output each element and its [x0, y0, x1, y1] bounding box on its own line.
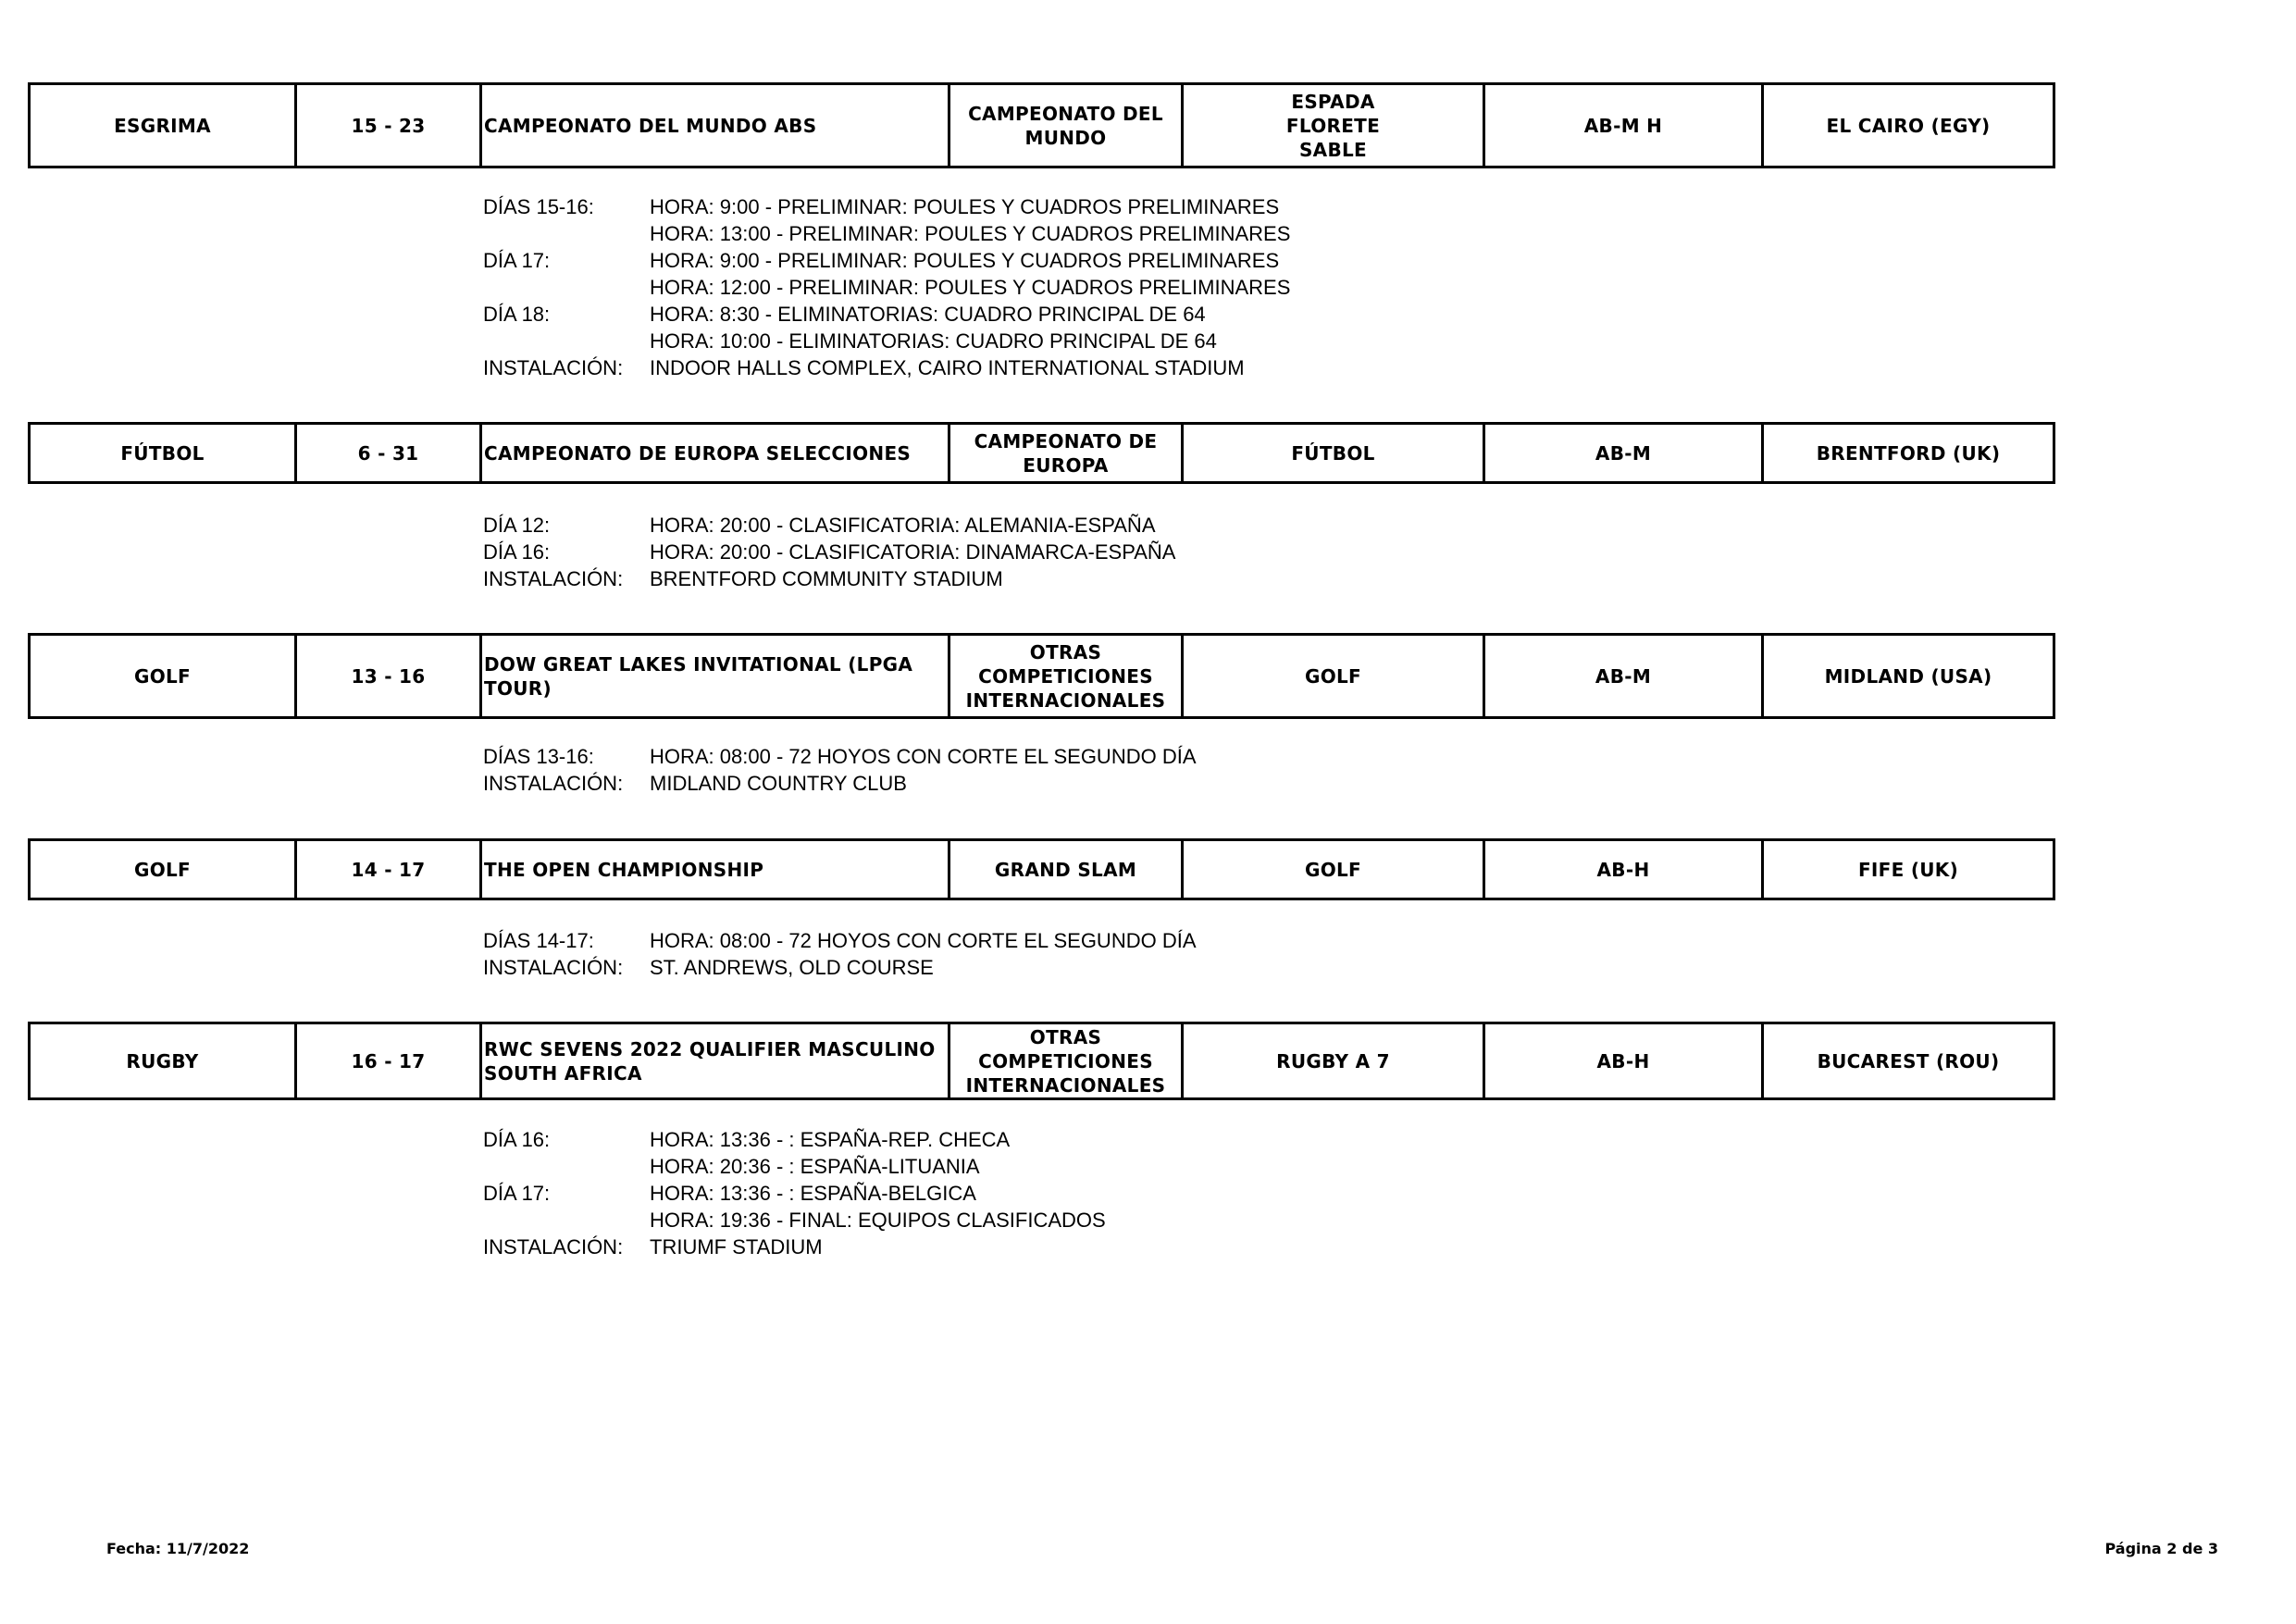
competition-type-cell: OTRAS COMPETICIONES INTERNACIONALES	[949, 635, 1183, 718]
location-cell: BUCAREST (ROU)	[1763, 1023, 2054, 1099]
detail-row	[483, 274, 1290, 301]
location-cell: MIDLAND (USA)	[1763, 635, 2054, 718]
discipline-cell: RUGBY A 7	[1183, 1023, 1484, 1099]
detail-label: INSTALACIÓN:	[483, 356, 624, 379]
competition-type-cell: CAMPEONATO DEL MUNDO	[949, 84, 1183, 167]
detail-row	[483, 1153, 1106, 1180]
event-table	[28, 1022, 2055, 1100]
competition-name-cell: CAMPEONATO DEL MUNDO ABS	[481, 84, 949, 167]
detail-label: DÍAS 13-16:	[483, 745, 594, 768]
sport-cell: RUGBY	[30, 1023, 296, 1099]
event-details	[483, 927, 1197, 981]
detail-text: HORA: 20:00 - CLASIFICATORIA: ALEMANIA-ESPAÑA	[650, 514, 1156, 537]
discipline-cell: GOLF	[1183, 840, 1484, 899]
detail-row	[483, 247, 1290, 274]
category-cell: AB-M	[1484, 424, 1763, 483]
detail-label: INSTALACIÓN:	[483, 956, 624, 979]
event-details	[483, 193, 1290, 381]
location-cell: FIFE (UK)	[1763, 840, 2054, 899]
detail-row	[483, 1207, 1106, 1233]
competition-name-cell: RWC SEVENS 2022 QUALIFIER MASCULINO SOUTH AFRICA	[481, 1023, 949, 1099]
event-details	[483, 743, 1197, 797]
detail-row	[483, 565, 1175, 592]
detail-label: DÍAS 15-16:	[483, 195, 594, 218]
competition-name-cell: DOW GREAT LAKES INVITATIONAL (LPGA TOUR)	[481, 635, 949, 718]
detail-row	[483, 954, 1197, 981]
detail-label: INSTALACIÓN:	[483, 1235, 624, 1258]
category-cell: AB-M	[1484, 635, 1763, 718]
location-cell: BRENTFORD (UK)	[1763, 424, 2054, 483]
detail-text: TRIUMF STADIUM	[650, 1235, 823, 1258]
category-cell: AB-M H	[1484, 84, 1763, 167]
discipline-cell: FÚTBOL	[1183, 424, 1484, 483]
detail-text: HORA: 8:30 - ELIMINATORIAS: CUADRO PRINCIPAL DE 64	[650, 303, 1206, 326]
detail-label: DÍA 17:	[483, 1182, 551, 1205]
detail-label: DÍA 18:	[483, 303, 551, 326]
competition-name-cell: THE OPEN CHAMPIONSHIP	[481, 840, 949, 899]
event-row	[30, 635, 2054, 718]
dates-cell: 15 - 23	[296, 84, 481, 167]
detail-row	[483, 770, 1197, 797]
footer-date: Fecha: 11/7/2022	[106, 1540, 250, 1557]
detail-text: MIDLAND COUNTRY CLUB	[650, 772, 907, 795]
detail-row	[483, 1233, 1106, 1260]
detail-label: DÍA 12:	[483, 514, 551, 537]
detail-text: HORA: 9:00 - PRELIMINAR: POULES Y CUADROS PRELIMINARES	[650, 195, 1280, 218]
competition-type-cell: GRAND SLAM	[949, 840, 1183, 899]
detail-label: DÍA 16:	[483, 1128, 551, 1151]
competition-type-cell: CAMPEONATO DE EUROPA	[949, 424, 1183, 483]
location-cell: EL CAIRO (EGY)	[1763, 84, 2054, 167]
detail-row	[483, 301, 1290, 328]
competition-type-cell: OTRAS COMPETICIONES INTERNACIONALES	[949, 1023, 1183, 1099]
event-details	[483, 1126, 1106, 1260]
detail-text: HORA: 12:00 - PRELIMINAR: POULES Y CUADROS PRELIMINARES	[650, 276, 1291, 299]
category-cell: AB-H	[1484, 1023, 1763, 1099]
detail-row	[483, 1180, 1106, 1207]
detail-text: HORA: 13:36 - : ESPAÑA-REP. CHECA	[650, 1128, 1011, 1151]
event-row	[30, 1023, 2054, 1099]
dates-cell: 14 - 17	[296, 840, 481, 899]
dates-cell: 13 - 16	[296, 635, 481, 718]
detail-row	[483, 539, 1175, 565]
footer-page-number: Página 2 de 3	[2104, 1540, 2218, 1557]
dates-cell: 6 - 31	[296, 424, 481, 483]
detail-row	[483, 927, 1197, 954]
event-table	[28, 633, 2055, 719]
detail-label: INSTALACIÓN:	[483, 567, 624, 590]
detail-text: HORA: 13:36 - : ESPAÑA-BELGICA	[650, 1182, 976, 1205]
detail-text: HORA: 10:00 - ELIMINATORIAS: CUADRO PRINCIPAL DE 64	[650, 329, 1217, 353]
detail-text: HORA: 20:36 - : ESPAÑA-LITUANIA	[650, 1155, 980, 1178]
discipline-cell: ESPADA FLORETE SABLE	[1183, 84, 1484, 167]
detail-text: HORA: 08:00 - 72 HOYOS CON CORTE EL SEGUNDO DÍA	[650, 745, 1197, 768]
event-table	[28, 838, 2055, 900]
category-cell: AB-H	[1484, 840, 1763, 899]
sport-cell: GOLF	[30, 840, 296, 899]
discipline-cell: GOLF	[1183, 635, 1484, 718]
event-details	[483, 512, 1175, 592]
detail-text: HORA: 19:36 - FINAL: EQUIPOS CLASIFICADOS	[650, 1209, 1106, 1232]
detail-row	[483, 328, 1290, 354]
event-row	[30, 424, 2054, 483]
detail-text: BRENTFORD COMMUNITY STADIUM	[650, 567, 1003, 590]
detail-row	[483, 512, 1175, 539]
event-table	[28, 82, 2055, 168]
detail-text: ST. ANDREWS, OLD COURSE	[650, 956, 934, 979]
detail-text: INDOOR HALLS COMPLEX, CAIRO INTERNATIONAL STADIUM	[650, 356, 1245, 379]
detail-row	[483, 193, 1290, 220]
sport-cell: FÚTBOL	[30, 424, 296, 483]
detail-text: HORA: 08:00 - 72 HOYOS CON CORTE EL SEGUNDO DÍA	[650, 929, 1197, 952]
sport-cell: ESGRIMA	[30, 84, 296, 167]
detail-text: HORA: 9:00 - PRELIMINAR: POULES Y CUADROS PRELIMINARES	[650, 249, 1280, 272]
detail-label: DÍAS 14-17:	[483, 929, 594, 952]
detail-row	[483, 354, 1290, 381]
dates-cell: 16 - 17	[296, 1023, 481, 1099]
detail-label: DÍA 17:	[483, 249, 551, 272]
sport-cell: GOLF	[30, 635, 296, 718]
detail-text: HORA: 13:00 - PRELIMINAR: POULES Y CUADROS PRELIMINARES	[650, 222, 1291, 245]
detail-label: DÍA 16:	[483, 540, 551, 564]
detail-row	[483, 743, 1197, 770]
competition-name-cell: CAMPEONATO DE EUROPA SELECCIONES	[481, 424, 949, 483]
event-row	[30, 840, 2054, 899]
event-table	[28, 422, 2055, 484]
detail-row	[483, 220, 1290, 247]
event-row	[30, 84, 2054, 167]
detail-text: HORA: 20:00 - CLASIFICATORIA: DINAMARCA-ESPAÑA	[650, 540, 1176, 564]
detail-row	[483, 1126, 1106, 1153]
detail-label: INSTALACIÓN:	[483, 772, 624, 795]
